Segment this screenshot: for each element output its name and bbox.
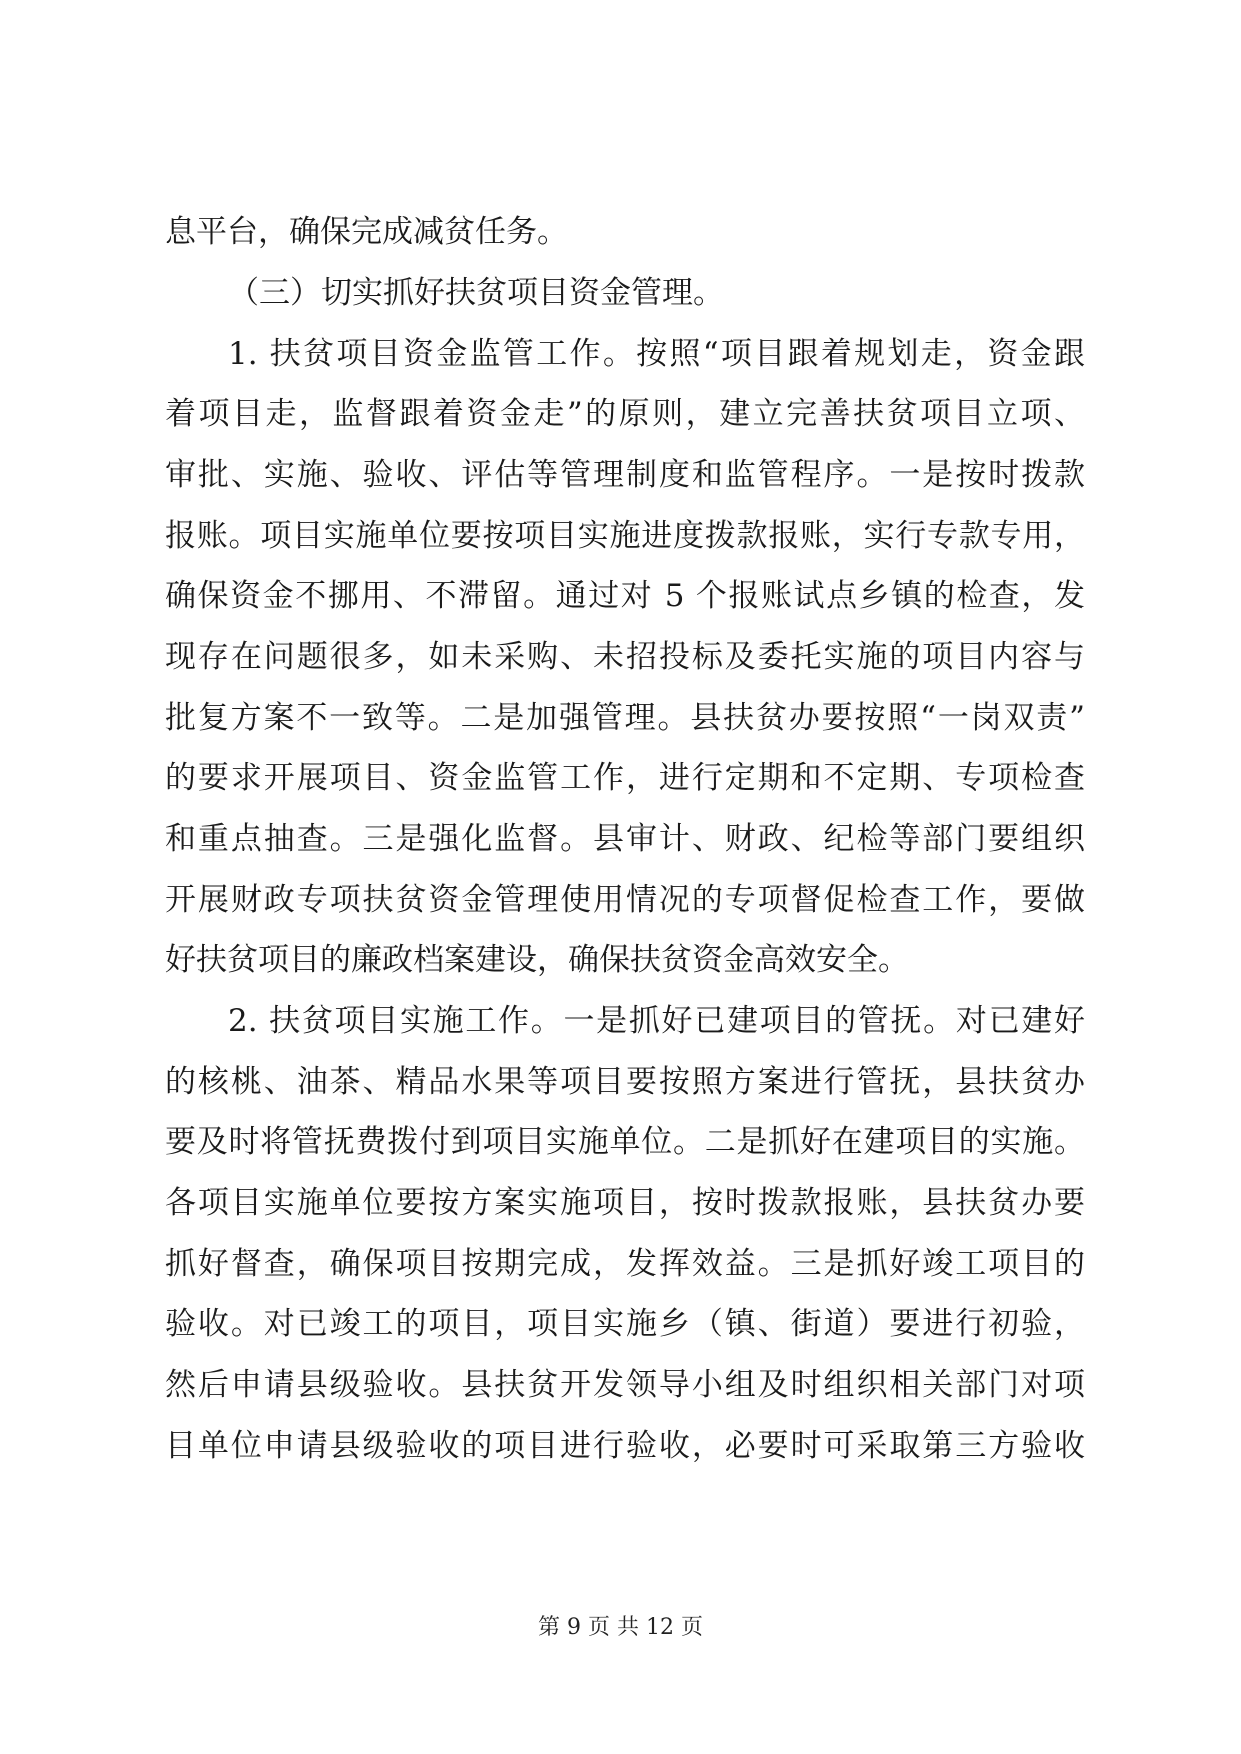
- page-footer: 第 9 页 共 12 页: [538, 1615, 703, 1640]
- paragraph-line: 各项目实施单位要按方案实施项目，按时拨款报账，县扶贫办要: [165, 1185, 1085, 1221]
- paragraph-line: 的核桃、油茶、精品水果等项目要按照方案进行管抚，县扶贫办: [165, 1064, 1085, 1100]
- paragraph-line: 报账。项目实施单位要按项目实施进度拨款报账，实行专款专用，: [165, 518, 1085, 554]
- paragraph-line: 开展财政专项扶贫资金管理使用情况的专项督促检查工作，要做: [165, 882, 1085, 918]
- paragraph-line: 着项目走，监督跟着资金走”的原则，建立完善扶贫项目立项、: [165, 396, 1085, 432]
- paragraph-line: 批复方案不一致等。二是加强管理。县扶贫办要按照“一岗双责”: [165, 700, 1085, 736]
- paragraph-line: 好扶贫项目的廉政档案建设，确保扶贫资金高效安全。: [165, 942, 909, 978]
- paragraph-line: 抓好督查，确保项目按期完成，发挥效益。三是抓好竣工项目的: [165, 1246, 1085, 1282]
- paragraph-line: 现存在问题很多，如未采购、未招投标及委托实施的项目内容与: [165, 639, 1085, 675]
- paragraph-line: 的要求开展项目、资金监管工作，进行定期和不定期、专项检查: [165, 760, 1085, 796]
- paragraph-line: 1. 扶贫项目资金监管工作。按照“项目跟着规划走，资金跟: [228, 336, 1085, 372]
- paragraph-line: 然后申请县级验收。县扶贫开发领导小组及时组织相关部门对项: [165, 1367, 1085, 1403]
- paragraph-line: 和重点抽查。三是强化监督。县审计、财政、纪检等部门要组织: [165, 821, 1085, 857]
- paragraph-line: 确保资金不挪用、不滞留。通过对 5 个报账试点乡镇的检查，发: [165, 578, 1085, 614]
- paragraph-line: 要及时将管抚费拨付到项目实施单位。二是抓好在建项目的实施。: [165, 1124, 1085, 1160]
- paragraph-line: 验收。对已竣工的项目，项目实施乡（镇、街道）要进行初验，: [165, 1306, 1085, 1342]
- paragraph-line: 2. 扶贫项目实施工作。一是抓好已建项目的管抚。对已建好: [228, 1003, 1085, 1039]
- paragraph-line: 审批、实施、验收、评估等管理制度和监管程序。一是按时拨款: [165, 457, 1085, 493]
- section-heading: （三）切实抓好扶贫项目资金管理。: [228, 275, 724, 311]
- paragraph-line: 目单位申请县级验收的项目进行验收，必要时可采取第三方验收: [165, 1428, 1085, 1464]
- paragraph-line: 息平台，确保完成减贫任务。: [165, 214, 568, 250]
